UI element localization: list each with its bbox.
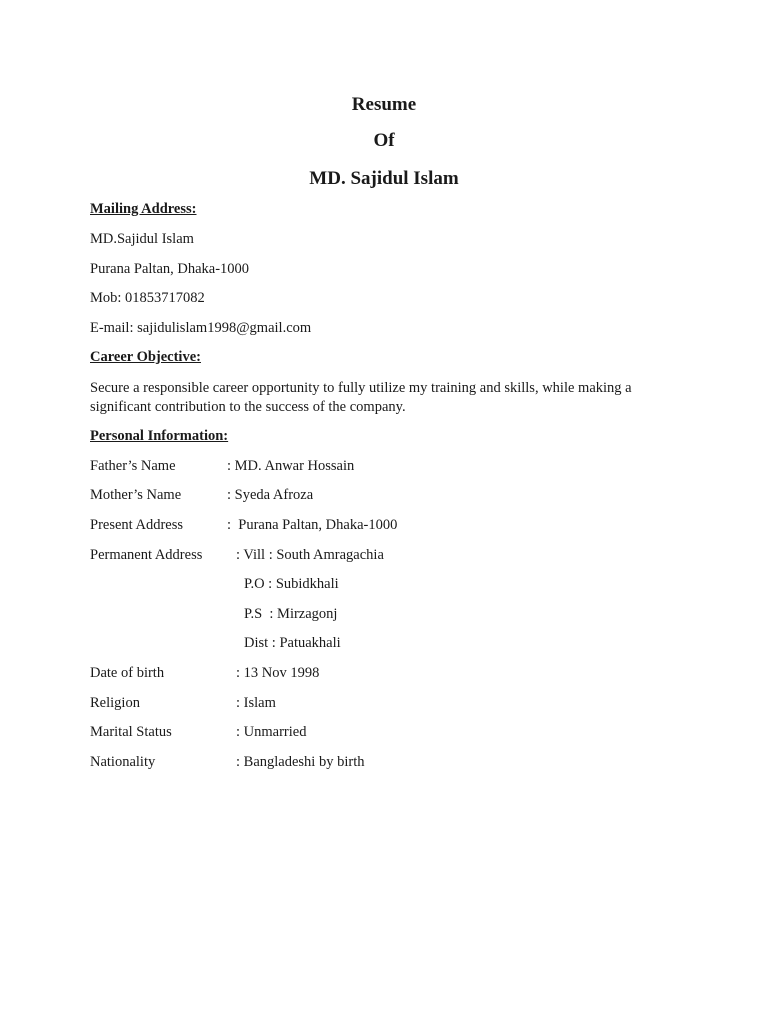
career-objective-line-2: significant contribution to the success of the company. [90, 399, 406, 415]
info-value: : Vill : South Amragachia [236, 547, 384, 563]
info-value: : 13 Nov 1998 [236, 665, 320, 681]
info-value: Dist : Patuakhali [244, 635, 341, 651]
resume-title: Resume [351, 94, 417, 115]
career-objective-text [90, 379, 670, 417]
info-value: P.O : Subidkhali [244, 576, 339, 592]
info-label: Date of birth [90, 665, 165, 681]
mailing-name: MD.Sajidul Islam [90, 231, 194, 247]
mailing-address-line: Purana Paltan, Dhaka-1000 [90, 261, 250, 277]
info-label: Permanent Address [90, 547, 203, 563]
info-value: : MD. Anwar Hossain [227, 458, 355, 474]
info-value: : Unmarried [236, 724, 307, 740]
info-label: Mother’s Name [90, 487, 182, 503]
info-value: : Purana Paltan, Dhaka-1000 [227, 517, 398, 533]
mailing-address-heading: Mailing Address: [90, 201, 197, 217]
mailing-email: E-mail: sajidulislam1998@gmail.com [90, 320, 312, 336]
info-value: : Bangladeshi by birth [236, 754, 365, 770]
info-label: Marital Status [90, 724, 172, 740]
info-value: P.S : Mirzagonj [244, 606, 338, 622]
career-objective-heading: Career Objective: [90, 349, 201, 365]
career-objective-line-1: Secure a responsible career opportunity to fully utilize my training and skills, while making a [90, 380, 632, 396]
info-label: Religion [90, 695, 140, 711]
mailing-mobile: Mob: 01853717082 [90, 290, 205, 306]
resume-owner-name: MD. Sajidul Islam [309, 168, 459, 189]
info-label: Nationality [90, 754, 156, 770]
info-value: : Islam [236, 695, 276, 711]
personal-information-heading: Personal Information: [90, 428, 229, 444]
info-label: Father’s Name [90, 458, 176, 474]
info-label: Present Address [90, 517, 184, 533]
resume-title-of: Of [373, 130, 395, 151]
info-value: : Syeda Afroza [227, 487, 314, 503]
